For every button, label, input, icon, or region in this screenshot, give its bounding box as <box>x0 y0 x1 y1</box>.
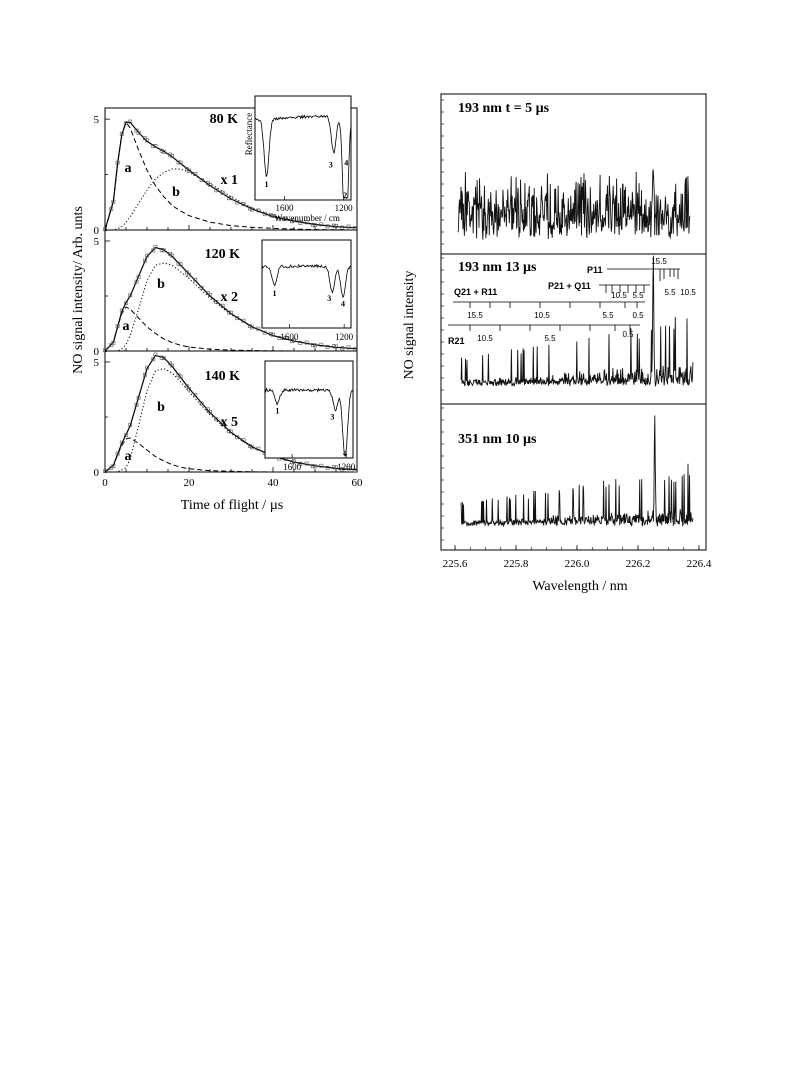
x-tick-label: 226.4 <box>686 558 712 570</box>
left-x-axis-title: Time of flight / µs <box>180 498 284 513</box>
x-tick-label: 60 <box>351 477 363 489</box>
j-label: 0.5 <box>632 311 644 320</box>
peak-label: 3 <box>330 412 335 422</box>
temperature-label: 80 K <box>209 112 238 127</box>
j-label: 5.5 <box>544 334 556 343</box>
y-tick-label: 0 <box>93 467 99 479</box>
component-label-b: b <box>157 277 165 292</box>
spectrum-trace <box>461 256 693 386</box>
inset-x-tick-label: 1600 <box>275 203 294 213</box>
tof-panel-140K <box>94 351 358 479</box>
x-tick-label: 225.8 <box>503 558 529 570</box>
x-tick-label: 226.0 <box>564 558 590 570</box>
x-tick-label: 0 <box>102 477 108 489</box>
ir-inset <box>265 361 356 472</box>
y-tick-label: 5 <box>93 236 99 248</box>
inset-y-axis-title: Reflectance <box>244 112 254 156</box>
branch-label: P11 <box>587 265 603 275</box>
tof-panel-80K <box>94 96 358 237</box>
scale-label: x 2 <box>220 290 238 305</box>
spectra-x-axis-title: Wavelength / nm <box>532 579 628 594</box>
x-tick-label: 20 <box>183 477 195 489</box>
inset-x-tick-label: 1200 <box>337 462 356 472</box>
left-x-tick-labels <box>102 477 363 489</box>
x-tick-label: 225.6 <box>442 558 468 570</box>
spectrum-trace <box>458 170 690 240</box>
trace-label: 193 nm t = 5 µs <box>458 101 550 116</box>
peak-label: 1 <box>264 180 269 190</box>
spectra-traces <box>458 101 693 526</box>
trace-label: 193 nm 13 µs <box>458 260 537 275</box>
component-label-b: b <box>157 400 165 415</box>
component-label-a: a <box>124 449 132 464</box>
peak-label: 4 <box>343 449 348 458</box>
ir-inset <box>262 240 354 342</box>
inset-x-axis-title: Wavenumber / cm <box>274 213 340 223</box>
j-label: 5.5 <box>602 311 614 320</box>
inset-x-tick-label: 1600 <box>280 332 299 342</box>
temperature-label: 120 K <box>204 247 240 262</box>
j-label: 5.5 <box>632 291 644 300</box>
y-tick-label: 5 <box>93 114 99 127</box>
component-label-a: a <box>122 319 130 334</box>
spectra-y-axis-title: NO signal intensity <box>402 270 417 380</box>
peak-label: 3 <box>328 160 333 170</box>
j-label: 0.5 <box>622 330 634 339</box>
component-label-b: b <box>172 185 180 200</box>
j-label: 10.5 <box>477 334 493 343</box>
branch-label: Q21 + R11 <box>454 287 498 297</box>
inset-x-tick-label: 1200 <box>334 203 353 213</box>
left-y-axis-title: NO signal intensity/ Arb. unts <box>71 206 86 374</box>
y-tick-label: 0 <box>93 346 99 358</box>
temperature-label: 140 K <box>204 369 240 384</box>
j-label: 10.5 <box>534 311 550 320</box>
peak-label: 4 <box>340 299 345 309</box>
peak-label: 4 <box>344 158 349 168</box>
peak-label: 1 <box>272 288 277 298</box>
branch-label: R21 <box>448 336 465 346</box>
peak-label: 1 <box>275 406 280 416</box>
tof-figure <box>71 96 363 513</box>
spectra-frame <box>441 94 706 550</box>
branch-label: P21 + Q11 <box>548 281 591 291</box>
tof-panel-120K <box>94 230 358 358</box>
inset-x-tick-label: 1600 <box>283 462 302 472</box>
peak-label: 2 <box>343 191 348 200</box>
component-label-a: a <box>124 161 132 176</box>
trace-label: 351 nm 10 µs <box>458 432 537 447</box>
x-tick-label: 226.2 <box>625 558 651 570</box>
y-tick-label: 0 <box>93 225 99 237</box>
peak-label: 3 <box>327 294 332 304</box>
scale-label: x 1 <box>220 173 238 188</box>
scale-label: x 5 <box>220 415 238 430</box>
j-label: 15.5 <box>467 311 483 320</box>
inset-x-tick-label: 1200 <box>335 332 354 342</box>
spectra-figure <box>402 94 712 594</box>
x-tick-label: 40 <box>267 477 279 489</box>
j-label: 10.5 <box>680 288 696 297</box>
j-label: 15.5 <box>651 257 667 266</box>
j-label: 10.5 <box>611 291 627 300</box>
j-label: 5.5 <box>664 288 676 297</box>
y-tick-label: 5 <box>93 357 99 369</box>
ir-inset <box>244 96 353 223</box>
